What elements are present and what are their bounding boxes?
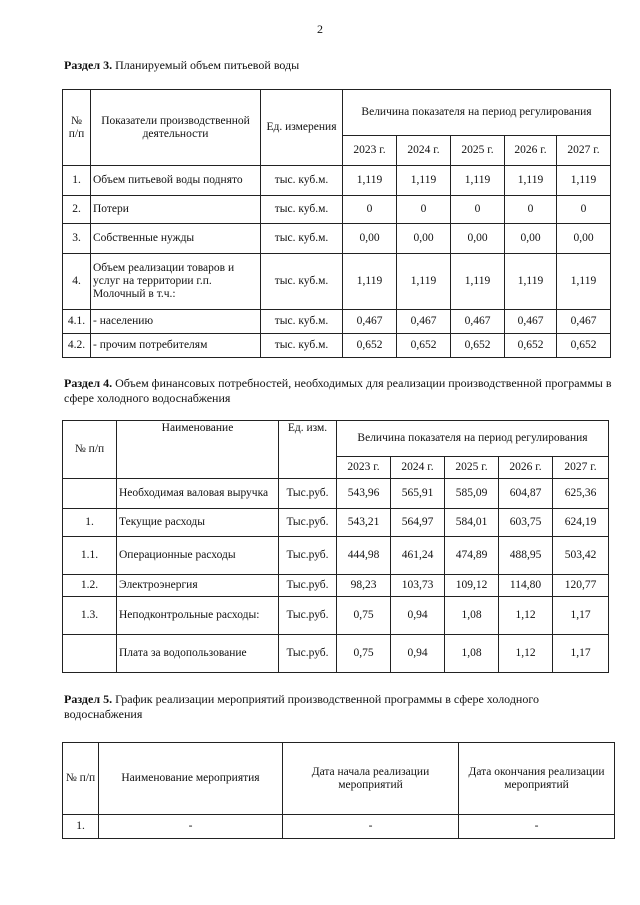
row-value: 1,12 — [499, 597, 553, 635]
row-name: Текущие расходы — [117, 509, 279, 537]
row-unit: тыс. куб.м. — [261, 254, 343, 310]
header-year: 2024 г. — [397, 136, 451, 166]
row-num: 1. — [63, 166, 91, 196]
header-name: Наименование — [117, 421, 279, 479]
section5-title: График реализации мероприятий производственной программы в сфере холодного водоснабжения — [64, 692, 539, 721]
row-value: 0,00 — [505, 224, 557, 254]
row-name: - прочим потребителям — [91, 334, 261, 358]
row-name: Собственные нужды — [91, 224, 261, 254]
row-value: 0,00 — [397, 224, 451, 254]
section5-table — [62, 742, 615, 839]
header-year: 2023 г. — [343, 136, 397, 166]
header-year: 2025 г. — [445, 457, 499, 479]
header-year: 2023 г. — [337, 457, 391, 479]
row-name: Операционные расходы — [117, 537, 279, 575]
row-value: 1,119 — [505, 166, 557, 196]
row-value: 1,119 — [451, 166, 505, 196]
section4-title: Объем финансовых потребностей, необходимых для реализации производственной программы в сфере холодного водоснабжения — [64, 376, 612, 405]
row-name: Потери — [91, 196, 261, 224]
row-value: 0 — [505, 196, 557, 224]
table-row — [63, 575, 609, 597]
header-num: № п/п — [63, 421, 117, 479]
header-year: 2027 г. — [553, 457, 609, 479]
row-value: 1,17 — [553, 597, 609, 635]
row-value: 564,97 — [391, 509, 445, 537]
table-row — [63, 334, 611, 358]
row-value: 0,467 — [505, 310, 557, 334]
row-value: 0,467 — [557, 310, 611, 334]
row-value: 1,12 — [499, 635, 553, 673]
row-name: Объем питьевой воды поднято — [91, 166, 261, 196]
row-value: 543,21 — [337, 509, 391, 537]
row-value: 584,01 — [445, 509, 499, 537]
row-value: 0,00 — [557, 224, 611, 254]
row-value: 1,119 — [451, 254, 505, 310]
row-value: 0,467 — [343, 310, 397, 334]
section3-title: Планируемый объем питьевой воды — [115, 58, 300, 72]
row-value: 0 — [343, 196, 397, 224]
header-year: 2027 г. — [557, 136, 611, 166]
row-value: 0,00 — [343, 224, 397, 254]
row-unit: Тыс.руб. — [279, 635, 337, 673]
row-value: 1,119 — [343, 254, 397, 310]
row-unit: тыс. куб.м. — [261, 334, 343, 358]
row-value: 0,467 — [451, 310, 505, 334]
row-num — [63, 635, 117, 673]
row-unit: Тыс.руб. — [279, 597, 337, 635]
header-start: Дата начала реализации мероприятий — [283, 743, 459, 815]
section4-label: Раздел 4. — [64, 376, 113, 390]
row-end: - — [459, 815, 615, 839]
table-row — [63, 815, 615, 839]
row-num: 1.2. — [63, 575, 117, 597]
row-name: Неподконтрольные расходы: — [117, 597, 279, 635]
header-year: 2024 г. — [391, 457, 445, 479]
header-period: Величина показателя на период регулирования — [343, 90, 611, 136]
row-value: 603,75 — [499, 509, 553, 537]
row-value: 444,98 — [337, 537, 391, 575]
row-name: Объем реализации товаров и услуг на территории г.п. Молочный в т.ч.: — [91, 254, 261, 310]
row-value: 0,467 — [397, 310, 451, 334]
header-end: Дата окончания реализации мероприятий — [459, 743, 615, 815]
row-unit: Тыс.руб. — [279, 509, 337, 537]
row-value: 1,119 — [505, 254, 557, 310]
row-value: 1,08 — [445, 635, 499, 673]
table-row — [63, 196, 611, 224]
row-value: 120,77 — [553, 575, 609, 597]
table-row — [63, 166, 611, 196]
row-value: 103,73 — [391, 575, 445, 597]
row-value: 624,19 — [553, 509, 609, 537]
table-row — [63, 479, 609, 509]
row-value: 1,119 — [343, 166, 397, 196]
row-value: 98,23 — [337, 575, 391, 597]
row-value: 474,89 — [445, 537, 499, 575]
row-value: 109,12 — [445, 575, 499, 597]
row-value: 0,75 — [337, 635, 391, 673]
row-name: - населению — [91, 310, 261, 334]
table-row — [63, 509, 609, 537]
row-value: 0,94 — [391, 597, 445, 635]
section4-heading — [64, 376, 614, 406]
table-row — [63, 254, 611, 310]
row-value: 0,652 — [343, 334, 397, 358]
row-value: 1,119 — [397, 166, 451, 196]
row-value: 461,24 — [391, 537, 445, 575]
row-unit: Тыс.руб. — [279, 537, 337, 575]
row-name: Электроэнергия — [117, 575, 279, 597]
row-value: 0,652 — [451, 334, 505, 358]
row-num: 1.3. — [63, 597, 117, 635]
row-value: 0,652 — [505, 334, 557, 358]
row-num: 1. — [63, 509, 117, 537]
table-row — [63, 635, 609, 673]
row-value: 0 — [557, 196, 611, 224]
header-unit: Ед. измерения — [261, 90, 343, 166]
row-value: 0,652 — [557, 334, 611, 358]
header-indicator: Показатели производственной деятельности — [91, 90, 261, 166]
row-num: 3. — [63, 224, 91, 254]
row-num: 1. — [63, 815, 99, 839]
row-value: 0 — [397, 196, 451, 224]
header-unit: Ед. изм. — [279, 421, 337, 479]
table-row — [63, 224, 611, 254]
row-value: 625,36 — [553, 479, 609, 509]
row-unit: тыс. куб.м. — [261, 224, 343, 254]
section3-label: Раздел 3. — [64, 58, 113, 72]
row-unit: тыс. куб.м. — [261, 166, 343, 196]
row-value: 488,95 — [499, 537, 553, 575]
row-value: 1,119 — [557, 166, 611, 196]
section5-heading — [64, 692, 616, 722]
row-unit: тыс. куб.м. — [261, 310, 343, 334]
header-name: Наименование мероприятия — [99, 743, 283, 815]
page-number: 2 — [317, 22, 323, 36]
row-num: 4.2. — [63, 334, 91, 358]
row-value: 0,652 — [397, 334, 451, 358]
header-year: 2026 г. — [505, 136, 557, 166]
row-value: 1,17 — [553, 635, 609, 673]
header-year: 2026 г. — [499, 457, 553, 479]
table-row — [63, 537, 609, 575]
row-name: - — [99, 815, 283, 839]
row-value: 0,94 — [391, 635, 445, 673]
row-unit: тыс. куб.м. — [261, 196, 343, 224]
header-period: Величина показателя на период регулирования — [337, 421, 609, 457]
row-value: 604,87 — [499, 479, 553, 509]
header-num: № п/п — [63, 743, 99, 815]
row-value: 0,75 — [337, 597, 391, 635]
row-num — [63, 479, 117, 509]
row-value: 565,91 — [391, 479, 445, 509]
row-value: 0,00 — [451, 224, 505, 254]
row-value: 1,08 — [445, 597, 499, 635]
row-value: 585,09 — [445, 479, 499, 509]
section4-table — [62, 420, 609, 673]
row-value: 543,96 — [337, 479, 391, 509]
header-year: 2025 г. — [451, 136, 505, 166]
row-value: 114,80 — [499, 575, 553, 597]
row-unit: Тыс.руб. — [279, 575, 337, 597]
table-row — [63, 597, 609, 635]
row-num: 2. — [63, 196, 91, 224]
row-num: 4. — [63, 254, 91, 310]
section5-label: Раздел 5. — [64, 692, 113, 706]
row-num: 1.1. — [63, 537, 117, 575]
row-value: 503,42 — [553, 537, 609, 575]
row-value: 1,119 — [557, 254, 611, 310]
row-num: 4.1. — [63, 310, 91, 334]
row-value: 0 — [451, 196, 505, 224]
row-name: Необходимая валовая выручка — [117, 479, 279, 509]
header-num: № п/п — [63, 90, 91, 166]
table-row — [63, 310, 611, 334]
row-value: 1,119 — [397, 254, 451, 310]
row-name: Плата за водопользование — [117, 635, 279, 673]
section3-table — [62, 89, 611, 358]
row-start: - — [283, 815, 459, 839]
row-unit: Тыс.руб. — [279, 479, 337, 509]
section3-heading — [64, 58, 299, 73]
